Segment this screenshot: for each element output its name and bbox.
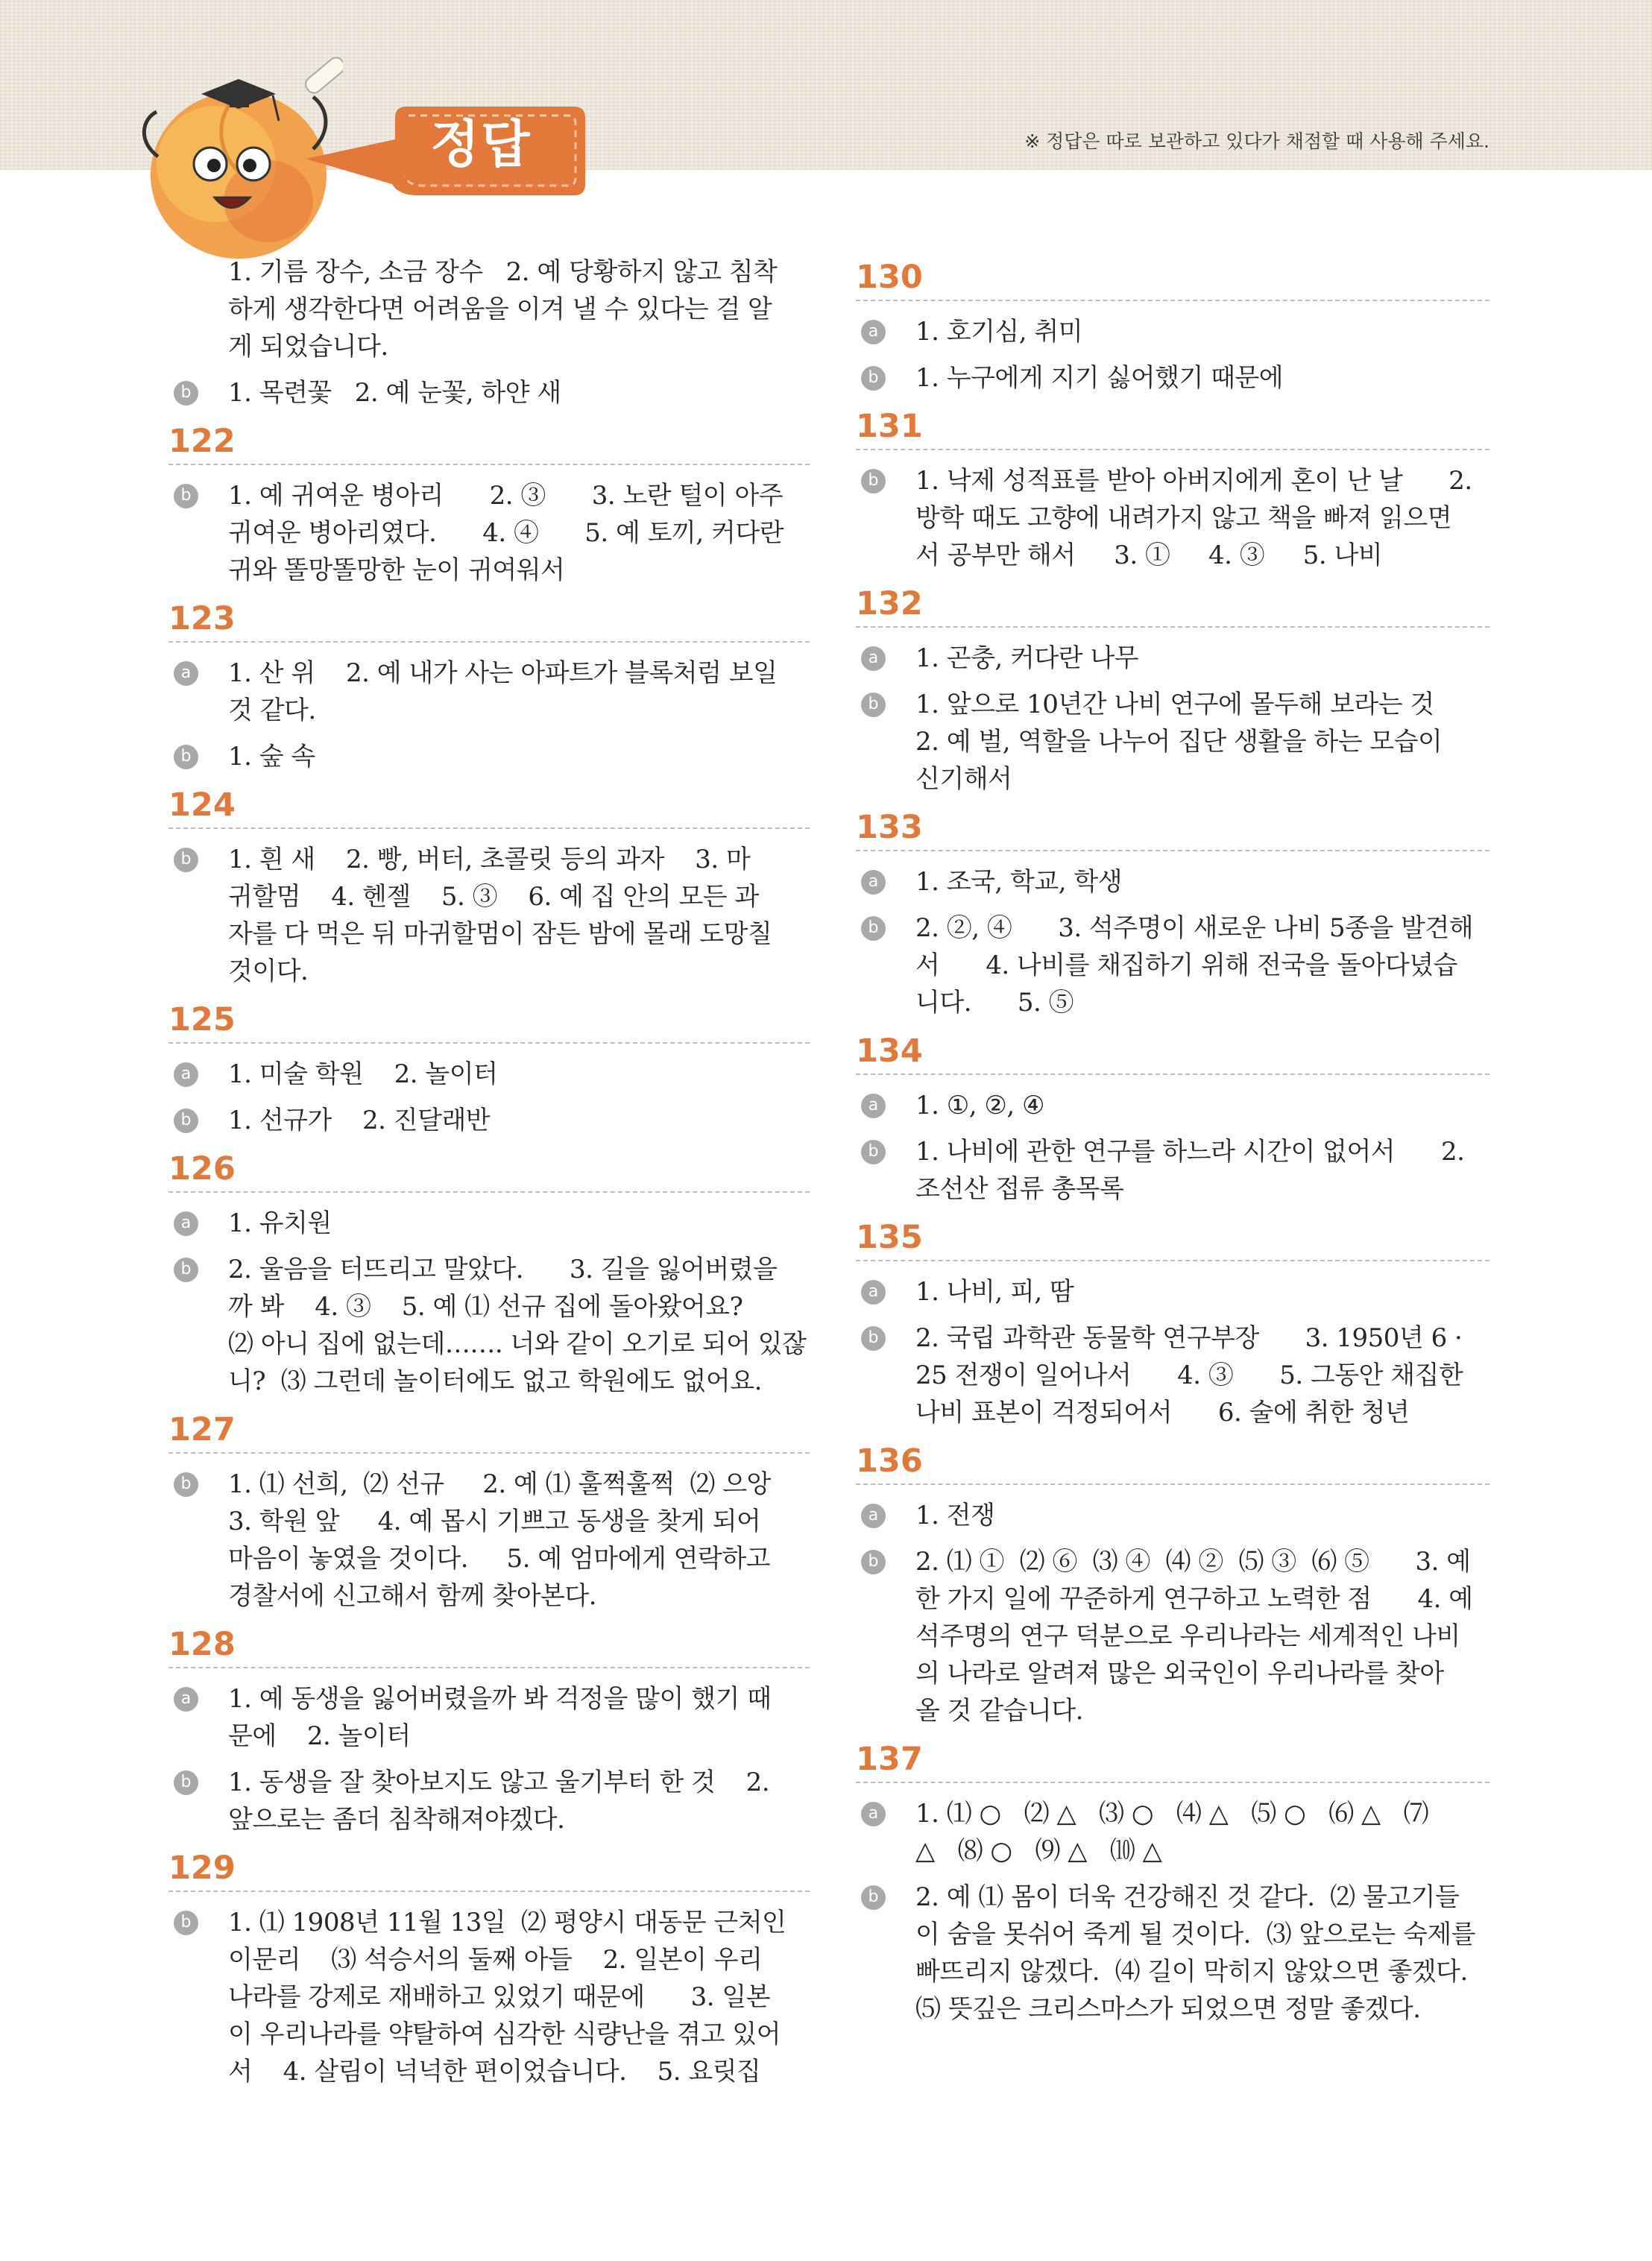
- part-badge: b: [174, 848, 198, 872]
- part-badge: a: [174, 1062, 198, 1087]
- answer-text: 1. ⑴ 선희, ⑵ 선규 2. 예 ⑴ 훌쩍훌쩍 ⑵ 으앙 3. 학원 앞 4. 예 몹시 기쁘고 동생을 찾게 되어 마음이 놓였을 것이다. 5. 예 엄마에게 연락하고 경찰서에 신고해서 함께 찾아본다.: [228, 1469, 771, 1611]
- part-badge: b: [174, 1472, 198, 1497]
- answer-item: [856, 1497, 1489, 1534]
- part-badge: b: [174, 745, 198, 769]
- part-badge: a: [174, 661, 198, 686]
- answer-text: 2. 국립 과학관 동물학 연구부장 3. 1950년 6 · 25 전쟁이 일어나서 4. ③ 5. 그동안 채집한 나비 표본이 걱정되어서 6. 술에 취한 청년: [915, 1323, 1463, 1428]
- section-number: 131: [856, 406, 1489, 450]
- section-number: 136: [856, 1440, 1489, 1485]
- answer-text: 1. 동생을 잘 찾아보지도 않고 울기부터 한 것 2. 앞으로는 좀더 침착해져야겠다.: [228, 1768, 770, 1835]
- answer-text: 1. 전쟁: [915, 1501, 995, 1530]
- answer-item: [168, 1904, 810, 2090]
- part-badge: b: [174, 381, 198, 406]
- answer-item: [168, 374, 810, 411]
- answer-text: 1. 나비, 피, 땀: [915, 1277, 1074, 1307]
- answer-item: [856, 1319, 1489, 1431]
- answer-text: 1. 기름 장수, 소금 장수 2. 예 당황하지 않고 침착 하게 생각한다면 어려움을 이겨 낼 수 있다는 걸 알 게 되었습니다.: [228, 257, 778, 362]
- answer-text: 1. 예 귀여운 병아리 2. ③ 3. 노란 털이 아주 귀여운 병아리였다. 4. ④ 5. 예 토끼, 커다란 귀와 똘망똘망한 눈이 귀여워서: [228, 481, 784, 585]
- section-number: 130: [856, 256, 1489, 301]
- answer-item: [856, 1543, 1489, 1729]
- part-badge: b: [861, 1885, 886, 1910]
- answer-item: [856, 686, 1489, 798]
- answer-item: [168, 1056, 810, 1093]
- answer-item: [168, 1251, 810, 1400]
- section-number: 128: [168, 1624, 810, 1668]
- part-badge: a: [861, 1802, 886, 1826]
- answer-item: [856, 1087, 1489, 1124]
- part-badge: a: [861, 870, 886, 895]
- part-badge: b: [174, 1911, 198, 1935]
- answer-item: [168, 1680, 810, 1755]
- section-number: 134: [856, 1030, 1489, 1075]
- answer-item: [856, 909, 1489, 1021]
- part-badge: a: [861, 1504, 886, 1528]
- part-badge: b: [861, 1550, 886, 1574]
- section-number: 137: [856, 1738, 1489, 1783]
- answer-text: 1. ⑴ 1908년 11월 13일 ⑵ 평양시 대동문 근처인 이문리 ⑶ 석승서의 둘째 아들 2. 일본이 우리 나라를 강제로 재배하고 있었기 때문에 3. 일본 이 우리나라를 약탈하여 심각한 식량난을 겪고 있어 서 4. 살림이 넉넉한 편이었습니다. 5. 요릿집: [228, 1908, 786, 2087]
- answer-text: 1. 흰 새 2. 빵, 버터, 초콜릿 등의 과자 3. 마 귀할멈 4. 헨젤 5. ③ 6. 예 집 안의 모든 과 자를 다 먹은 뒤 마귀할멈이 잠든 밤에 몰래 도망칠 것이다.: [228, 845, 772, 986]
- page-title: 정답: [430, 116, 532, 174]
- section-number: 132: [856, 583, 1489, 628]
- section-number: 124: [168, 784, 810, 829]
- answer-item: [168, 1466, 810, 1615]
- answer-item: [856, 1133, 1489, 1208]
- section-number: 129: [168, 1847, 810, 1892]
- part-badge: b: [174, 1109, 198, 1133]
- part-badge: b: [861, 916, 886, 941]
- answer-item: [168, 253, 810, 365]
- answer-item: [856, 640, 1489, 677]
- answer-text: 1. 낙제 성적표를 받아 아버지에게 혼이 난 날 2. 방학 때도 고향에 내려가지 않고 책을 빠져 읽으면 서 공부만 해서 3. ① 4. ③ 5. 나비: [915, 466, 1472, 570]
- part-badge: a: [174, 1687, 198, 1712]
- section-number: 122: [168, 420, 810, 465]
- answer-note: ※ 정답은 따로 보관하고 있다가 채점할 때 사용해 주세요.: [1024, 130, 1489, 152]
- part-badge: a: [861, 320, 886, 344]
- answer-text: 1. 곤충, 커다란 나무: [915, 643, 1139, 673]
- answer-item: [856, 863, 1489, 901]
- answer-text: 1. 누구에게 지기 싫어했기 때문에: [915, 363, 1284, 393]
- part-badge: a: [861, 646, 886, 671]
- answer-text: 1. ⑴ ○ ⑵ △ ⑶ ○ ⑷ △ ⑸ ○ ⑹ △ ⑺ △ ⑻ ○ ⑼ △ ⑽ △: [915, 1799, 1429, 1866]
- answer-text: 1. 유치원: [228, 1208, 332, 1238]
- answer-text: 1. 선규가 2. 진달래반: [228, 1106, 491, 1135]
- answer-text: 1. 나비에 관한 연구를 하느라 시간이 없어서 2. 조선산 접류 총목록: [915, 1137, 1465, 1204]
- answer-item: [856, 1273, 1489, 1311]
- answer-item: [856, 359, 1489, 397]
- answer-item: [856, 462, 1489, 574]
- answer-text: 1. 미술 학원 2. 놀이터: [228, 1059, 498, 1089]
- answer-text: 2. 예 ⑴ 몸이 더욱 건강해진 것 같다. ⑵ 물고기들 이 숨을 못쉬어 죽게 될 것이다. ⑶ 앞으로는 숙제를 빠뜨리지 않겠다. ⑷ 길이 막히지 않았으면 좋겠다. ⑸ 뜻깊은 크리스마스가 되었으면 정말 좋겠다.: [915, 1882, 1476, 2024]
- answer-text: 2. ⑴ ① ⑵ ⑥ ⑶ ④ ⑷ ② ⑸ ③ ⑹ ⑤ 3. 예 한 가지 일에 꾸준하게 연구하고 노력한 점 4. 예 석주명의 연구 덕분으로 우리나라는 세계적인 나비 의 나라로 알려져 많은 외국인이 우리나라를 찾아 올 것 같습니다.: [915, 1547, 1473, 1726]
- answer-item: [168, 1102, 810, 1139]
- part-badge: a: [861, 1094, 886, 1118]
- section-number: 135: [856, 1217, 1489, 1261]
- part-badge: b: [174, 1258, 198, 1282]
- part-badge: a: [174, 1211, 198, 1236]
- answer-text: 2. ②, ④ 3. 석주명이 새로운 나비 5종을 발견해 서 4. 나비를 채집하기 위해 전국을 돌아다녔습 니다. 5. ⑤: [915, 913, 1474, 1018]
- answer-item: [856, 1795, 1489, 1870]
- part-badge: b: [861, 469, 886, 493]
- part-badge: a: [861, 1280, 886, 1305]
- part-badge: b: [174, 1770, 198, 1795]
- left-column: [168, 253, 810, 2099]
- answer-item: [168, 841, 810, 990]
- answer-item: [168, 1764, 810, 1838]
- part-badge: b: [861, 693, 886, 717]
- section-number: 125: [168, 999, 810, 1044]
- part-badge: b: [861, 366, 886, 391]
- answer-text: 1. 산 위 2. 예 내가 사는 아파트가 블록처럼 보일 것 같다.: [228, 658, 778, 725]
- answer-item: [168, 1205, 810, 1242]
- part-badge: b: [861, 1140, 886, 1164]
- section-number: 133: [856, 807, 1489, 851]
- right-column: [856, 253, 1489, 2037]
- answer-item: [168, 738, 810, 775]
- answer-item: [168, 477, 810, 589]
- section-number: 126: [168, 1148, 810, 1193]
- answer-text: 1. 숲 속: [228, 742, 315, 772]
- answer-text: 1. 앞으로 10년간 나비 연구에 몰두해 보라는 것 2. 예 벌, 역할을 나누어 집단 생활을 하는 모습이 신기해서: [915, 690, 1443, 794]
- answer-text: 1. 예 동생을 잃어버렸을까 봐 걱정을 많이 했기 때 문에 2. 놀이터: [228, 1684, 772, 1751]
- answer-text: 1. 호기심, 취미: [915, 317, 1083, 347]
- answer-text: 1. 조국, 학교, 학생: [915, 867, 1123, 897]
- section-number: 127: [168, 1409, 810, 1454]
- answer-text: 1. 목련꽃 2. 예 눈꽃, 하얀 새: [228, 378, 561, 408]
- section-number: 123: [168, 598, 810, 643]
- answer-item: [856, 313, 1489, 350]
- answer-item: [168, 655, 810, 729]
- answer-item: [856, 1879, 1489, 2028]
- part-badge: b: [861, 1326, 886, 1351]
- answer-text: 2. 울음을 터뜨리고 말았다. 3. 길을 잃어버렸을 까 봐 4. ③ 5. 예 ⑴ 선규 집에 돌아왔어요? ⑵ 아니 집에 없는데……. 너와 같이 오기로 되어 있잖 니? ⑶ 그런데 놀이터에도 없고 학원에도 없어요.: [228, 1255, 807, 1396]
- answer-text: 1. ①, ②, ④: [915, 1091, 1044, 1120]
- part-badge: b: [174, 484, 198, 508]
